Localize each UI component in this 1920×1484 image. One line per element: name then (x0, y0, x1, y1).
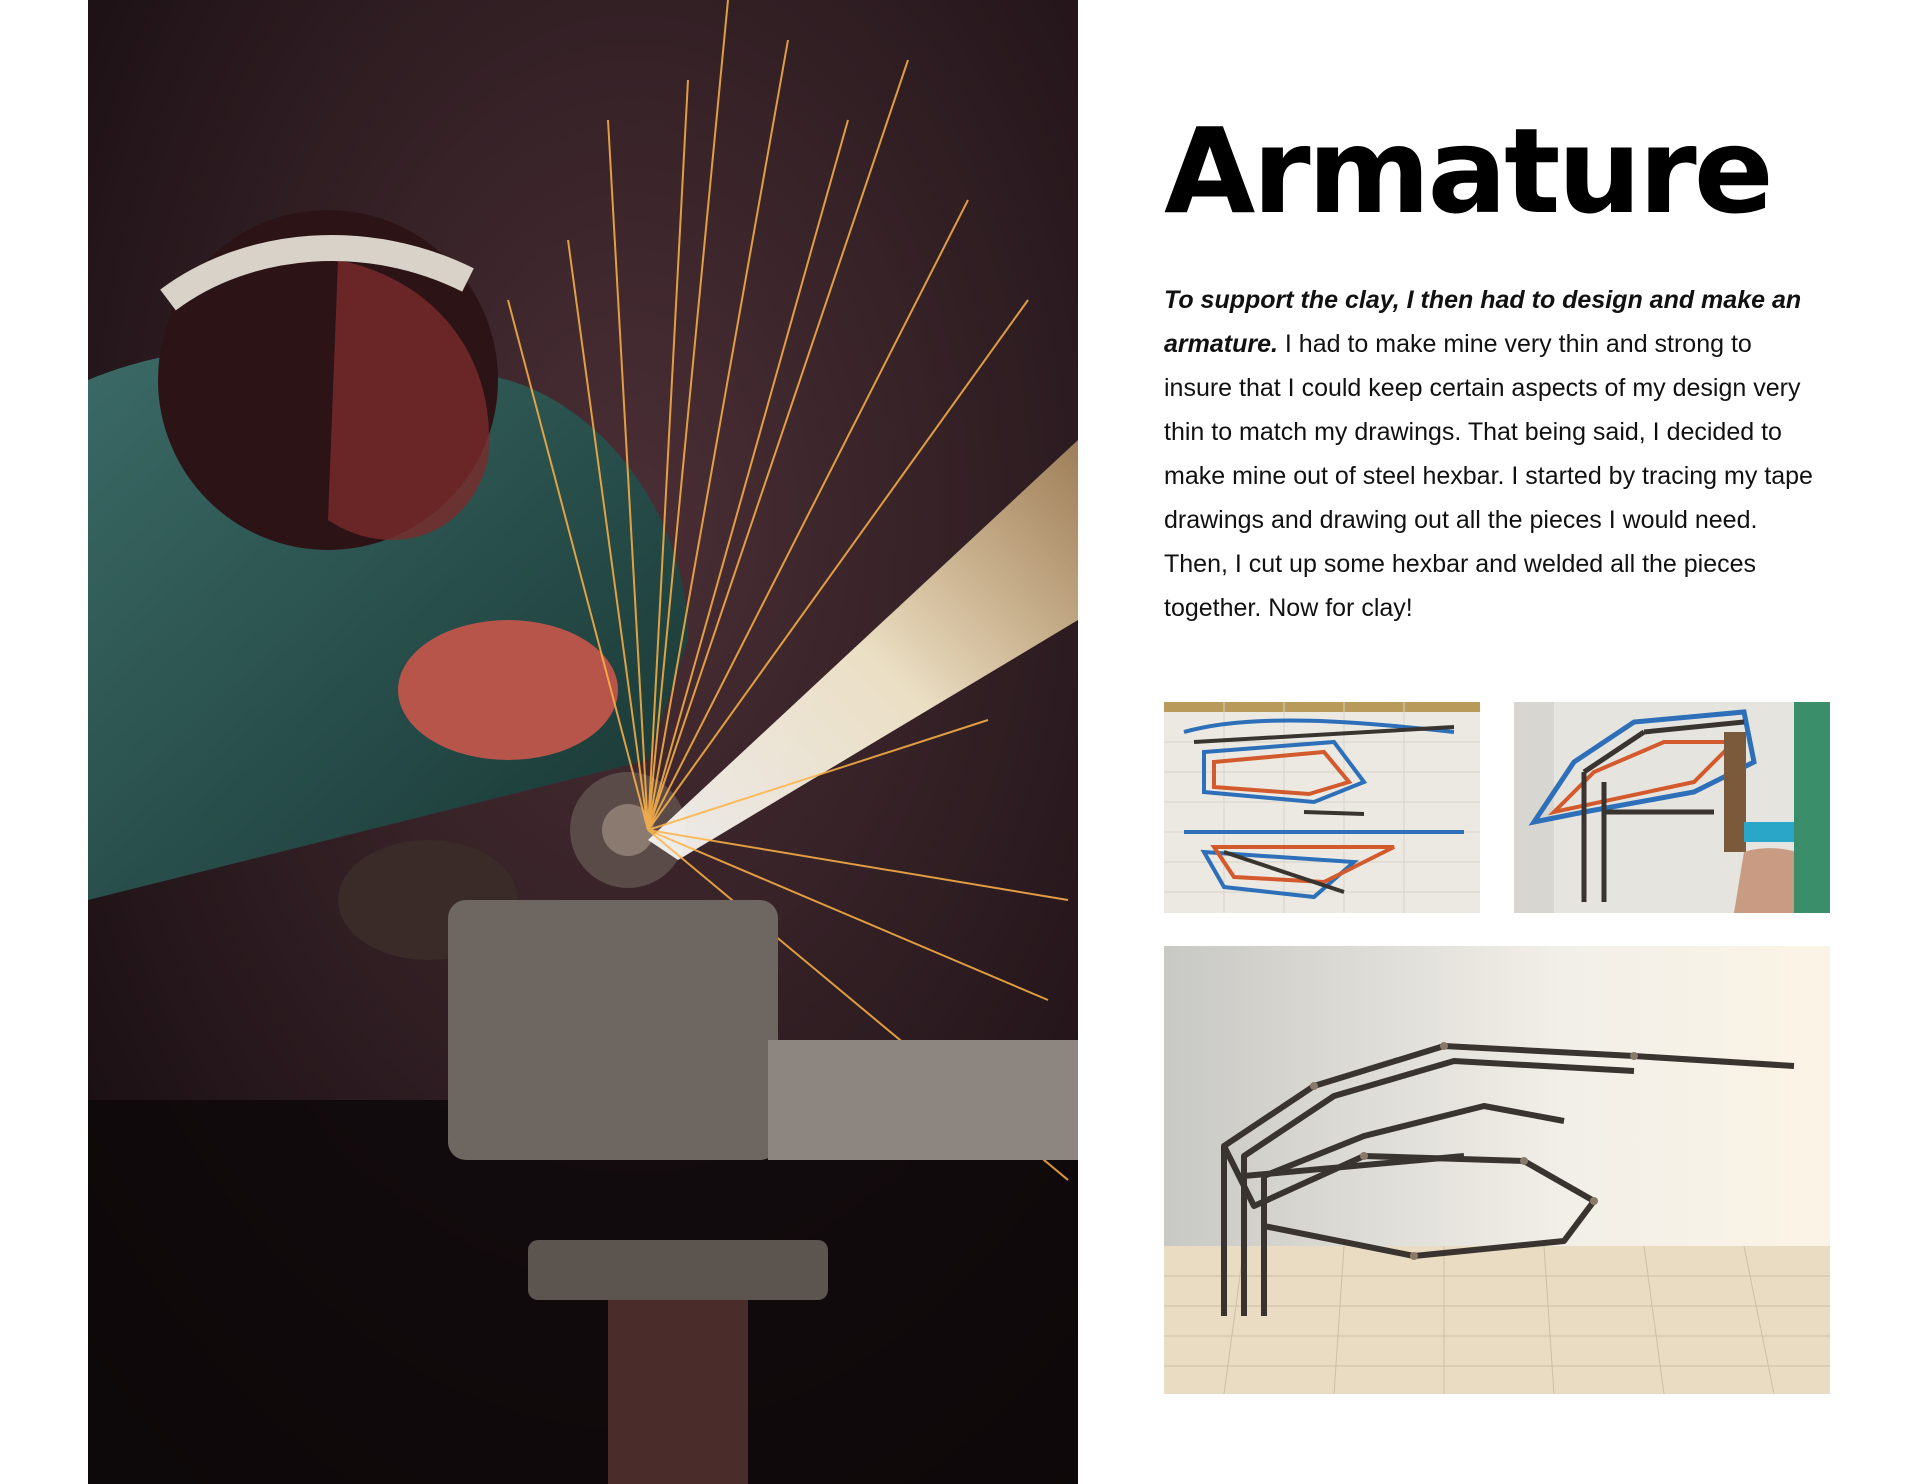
armature-layout-photo (1164, 702, 1480, 913)
intro-bold-text: To support the clay, I then had to design and make an armature. (1164, 286, 1802, 358)
armature-assembly-illustration (1514, 702, 1830, 913)
finished-armature-photo (1164, 946, 1830, 1394)
welder-grinding-photo (88, 0, 1078, 1484)
body-paragraph (1164, 278, 1814, 630)
armature-assembly-photo (1514, 702, 1830, 913)
finished-armature-illustration (1164, 946, 1830, 1394)
page-title: Armature (1164, 102, 1771, 240)
welder-grinding-illustration (88, 0, 1078, 1484)
armature-layout-illustration (1164, 702, 1480, 913)
intro-body-text: I had to make mine very thin and strong to insure that I could keep certain aspects of my design very thin to match my drawings. That being said, I decided to make mine out of steel hexbar. I started by tracing my tape drawings and drawing out all the pieces I would need. Then, I cut up some hexbar and welded all the pieces together. Now for clay! (1164, 330, 1813, 622)
